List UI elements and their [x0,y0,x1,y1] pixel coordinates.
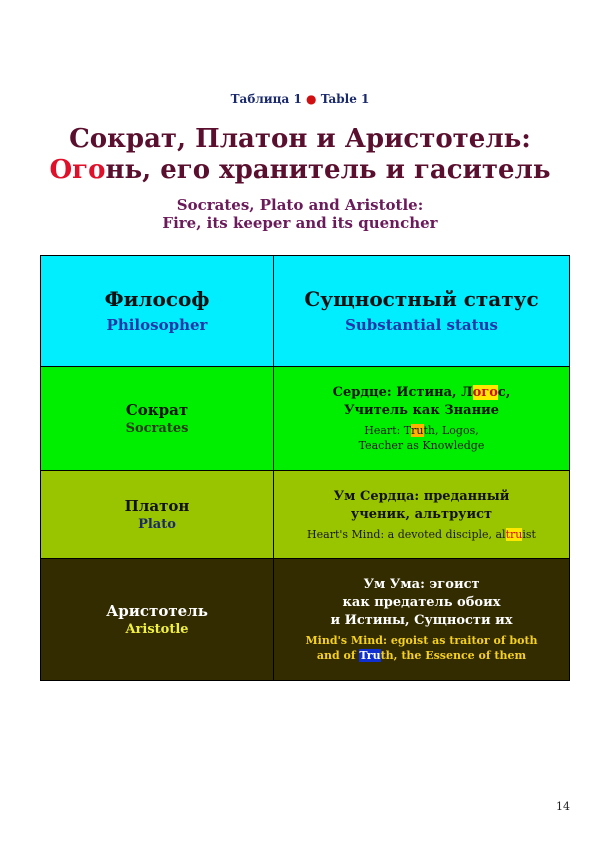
plato-status-ru-2: ученик, альтруист [350,506,493,522]
plato-status-ru-1: Ум Сердца: преданный [333,488,510,504]
header-philosopher-cell [41,256,274,367]
header-philosopher-ru: Философ [104,287,210,311]
socrates-status-en-2: Teacher as Knowledge [358,439,485,452]
bullet-dot-icon: ● [306,92,317,106]
header-status-cell [274,256,570,367]
header-status-en: Substantial status [345,316,498,334]
socrates-status-ru-1c: с, [497,385,511,400]
socrates-name-en: Socrates [125,420,189,436]
aristotle-status-ru-2: как предатель обоих [342,595,501,610]
socrates-status-ru-1 [278,384,565,402]
aristotle-status-cell [274,559,570,681]
title-line-2 [0,155,600,186]
page-number: 14 [556,800,570,813]
header-status-ru: Сущностный статус [304,287,539,311]
plato-name-en: Plato [138,516,176,532]
socrates-status-en-1c: th, Logos, [423,424,479,437]
table-row-aristotle [41,559,570,681]
truth-blue-highlight: Tru [359,649,381,662]
aristotle-status-en-1: Mind's Mind: egoist as traitor of both [305,634,538,647]
table-row-socrates [41,367,570,471]
socrates-status-en-1 [278,423,565,438]
plato-status-en-a: Heart's Mind: a devoted disciple, al [307,527,506,541]
title-line-2-rest: нь, его хранитель и гаситель [105,155,551,185]
aristotle-status-en-2 [278,648,565,663]
title-line-1: Сократ, Платон и Аристотель: [69,124,531,154]
socrates-status-ru-1a: Сердце: Истина, Л [332,385,473,400]
plato-status-en [278,527,565,542]
header-philosopher-en: Philosopher [106,316,208,334]
subtitle-line-2: Fire, its keeper and its quencher [162,214,438,232]
socrates-status-ru-2: Учитель как Знание [343,403,500,418]
table-header-row [41,256,570,367]
aristotle-status-ru-1: Ум Ума: эгоист [363,577,480,592]
philosophers-table [40,255,570,681]
plato-status-en-c: ist [522,527,536,541]
table-row-plato [41,471,570,559]
aristotle-status-en-2c: th, the Essence of them [380,649,527,662]
socrates-status-en-1a: Heart: T [364,424,412,437]
plato-name-ru: Платон [124,496,190,515]
table-caption [0,92,600,106]
socrates-name-ru: Сократ [125,400,189,419]
aristotle-status-ru-3: и Истины, Сущности их [330,613,513,628]
socrates-name-cell [41,367,274,471]
altruist-highlight: tru [505,527,523,541]
aristotle-name-en: Aristotle [125,621,189,637]
subtitle-line-1: Socrates, Plato and Aristotle: [176,196,424,214]
aristotle-status-en-2a: and of [316,649,360,662]
truth-highlight: ru [411,424,424,437]
logos-highlight: ого [472,385,498,400]
socrates-status-cell [274,367,570,471]
caption-ru: Таблица 1 [230,92,302,106]
aristotle-name-ru: Аристотель [106,601,208,620]
caption-en: Table 1 [320,92,370,106]
aristotle-name-cell [41,559,274,681]
title-fire-word: Ого [49,155,106,185]
plato-name-cell [41,471,274,559]
plato-status-cell [274,471,570,559]
page-subtitle [0,196,600,232]
page-title [0,124,600,186]
